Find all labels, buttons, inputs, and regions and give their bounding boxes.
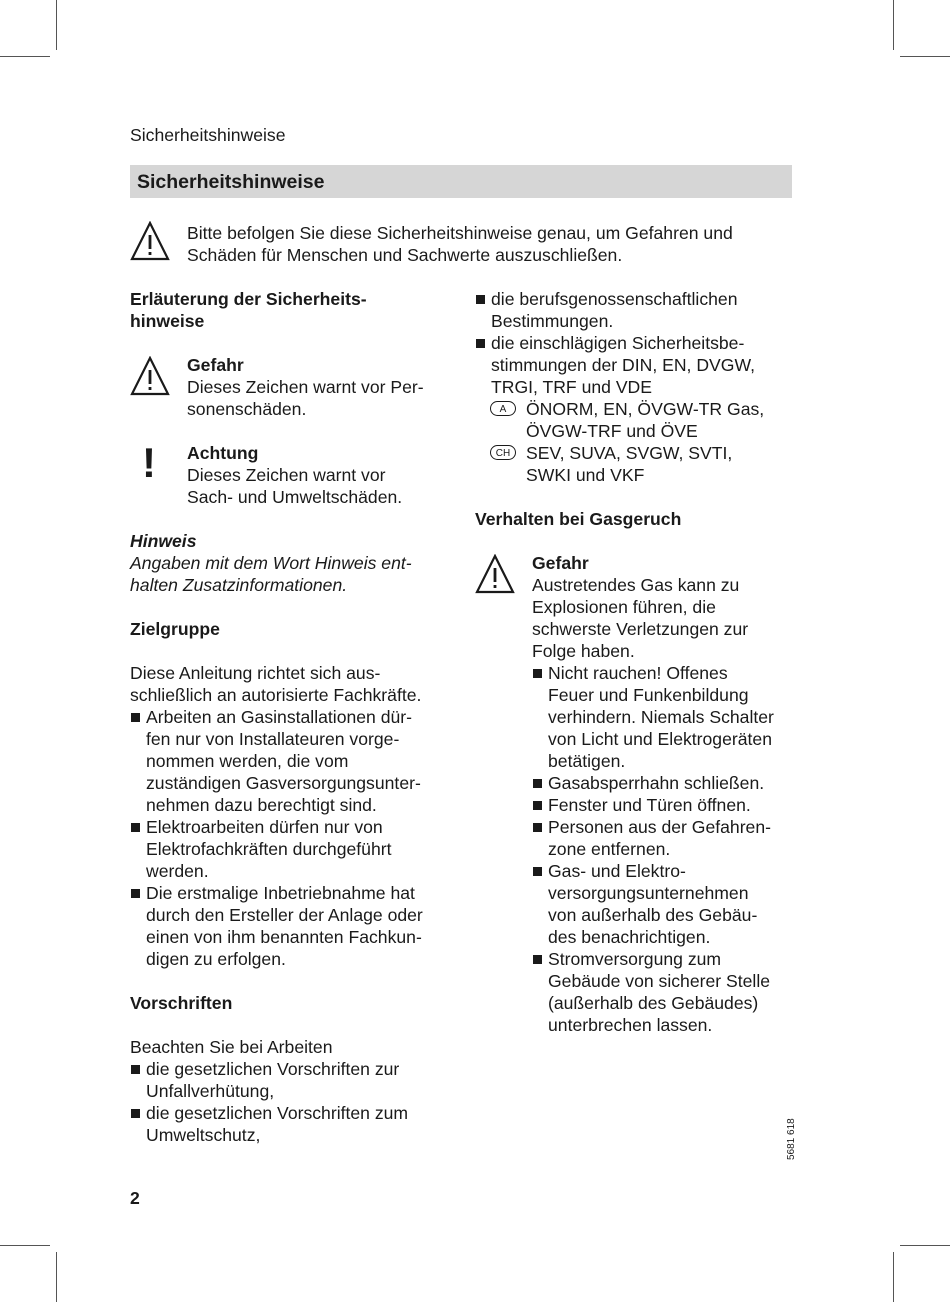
note-title: Hinweis	[130, 531, 197, 551]
section-title-bar	[130, 165, 792, 198]
target-group-heading: Zielgruppe	[130, 619, 220, 639]
gas-danger-block	[475, 552, 795, 1036]
country-austria: A ÖNORM, EN, ÖVGW-TR Gas, ÖVGW-TRF und ÖVE	[475, 398, 795, 442]
crop-mark	[893, 1252, 894, 1302]
left-column	[130, 288, 450, 1146]
target-group-text: Diese Anleitung richtet sich aus- schließlich an autorisierte Fachkräfte.	[130, 663, 422, 705]
crop-mark	[0, 1245, 50, 1246]
rules-list-continued	[475, 288, 795, 398]
list-item: die einschlägigen Sicherheitsbe- stimmungen der DIN, EN, DVGW, TRGI, TRF und VDE	[475, 332, 795, 398]
country-switzerland: CH SEV, SUVA, SVGW, SVTI, SWKI und VKF	[475, 442, 795, 486]
crop-mark	[900, 1245, 950, 1246]
running-header: Sicherheitshinweise	[130, 125, 286, 145]
rules-list	[130, 1058, 450, 1146]
list-item: die berufsgenossenschaftlichen Bestimmungen.	[475, 288, 795, 332]
country-badge-ch: CH	[490, 445, 516, 460]
exclamation-icon: !	[142, 439, 156, 486]
rules-intro: Beachten Sie bei Arbeiten	[130, 1037, 333, 1057]
explanation-heading: Erläuterung der Sicherheits- hinweise	[130, 289, 367, 331]
rules-heading: Vorschriften	[130, 993, 233, 1013]
list-item: Die erstmalige Inbetriebnahme hat durch den Ersteller der Anlage oder einen von ihm benannten Fachkun- digen zu erfolgen.	[130, 882, 450, 970]
warning-triangle-icon	[475, 554, 515, 599]
warning-triangle-icon	[130, 221, 170, 266]
target-group-list	[130, 706, 450, 970]
list-item: die gesetzlichen Vorschriften zum Umweltschutz,	[130, 1102, 450, 1146]
attention-block	[130, 439, 450, 508]
list-item: Elektroarbeiten dürfen nur von Elektrofachkräften durchgeführt werden.	[130, 816, 450, 882]
attention-title: Achtung	[187, 443, 259, 463]
crop-mark	[0, 56, 50, 57]
list-item: Fenster und Türen öffnen.	[532, 794, 795, 816]
danger-title: Gefahr	[187, 355, 244, 375]
note-text: Angaben mit dem Wort Hinweis ent- halten Zusatzinformationen.	[130, 553, 412, 595]
country-badge-a: A	[490, 401, 516, 416]
list-item: Gasabsperrhahn schließen.	[532, 772, 795, 794]
document-number: 5681 618	[786, 1118, 797, 1160]
section-title: Sicherheitshinweise	[137, 171, 325, 193]
crop-mark	[56, 1252, 57, 1302]
list-item: Nicht rauchen! Offenes Feuer und Funkenbildung verhindern. Niemals Schalter von Licht und Elektrogeräten betätigen.	[532, 662, 795, 772]
list-item: Stromversorgung zum Gebäude von sicherer Stelle (außerhalb des Gebäudes) unterbrechen lassen.	[532, 948, 795, 1036]
right-column	[475, 288, 795, 1036]
list-item: Arbeiten an Gasinstallationen dür- fen nur von Installateuren vorge- nommen werden, die vom zuständigen Gasversorgungsunter- nehmen dazu berechtigt sind.	[130, 706, 450, 816]
danger-block	[130, 354, 450, 420]
crop-mark	[893, 0, 894, 50]
list-item: die gesetzlichen Vorschriften zur Unfallverhütung,	[130, 1058, 450, 1102]
page-number: 2	[130, 1188, 140, 1208]
list-item: Gas- und Elektro- versorgungsunternehmen von außerhalb des Gebäu- des benachrichtigen.	[532, 860, 795, 948]
attention-text: Dieses Zeichen warnt vor Sach- und Umweltschäden.	[187, 465, 403, 507]
gas-danger-text: Austretendes Gas kann zu Explosionen führen, die schwerste Verletzungen zur Folge haben.	[532, 575, 749, 661]
gas-actions-list	[532, 662, 795, 1036]
gas-danger-title: Gefahr	[532, 553, 589, 573]
crop-mark	[900, 56, 950, 57]
list-item: Personen aus der Gefahren- zone entfernen.	[532, 816, 795, 860]
gas-smell-heading: Verhalten bei Gasgeruch	[475, 509, 682, 529]
warning-triangle-icon	[130, 356, 170, 401]
intro-text: Bitte befolgen Sie diese Sicherheitshinweise genau, um Gefahren und Schäden für Menschen und Sachwerte auszuschließen.	[187, 223, 733, 265]
crop-mark	[56, 0, 57, 50]
danger-text: Dieses Zeichen warnt vor Per- sonenschäden.	[187, 377, 424, 419]
